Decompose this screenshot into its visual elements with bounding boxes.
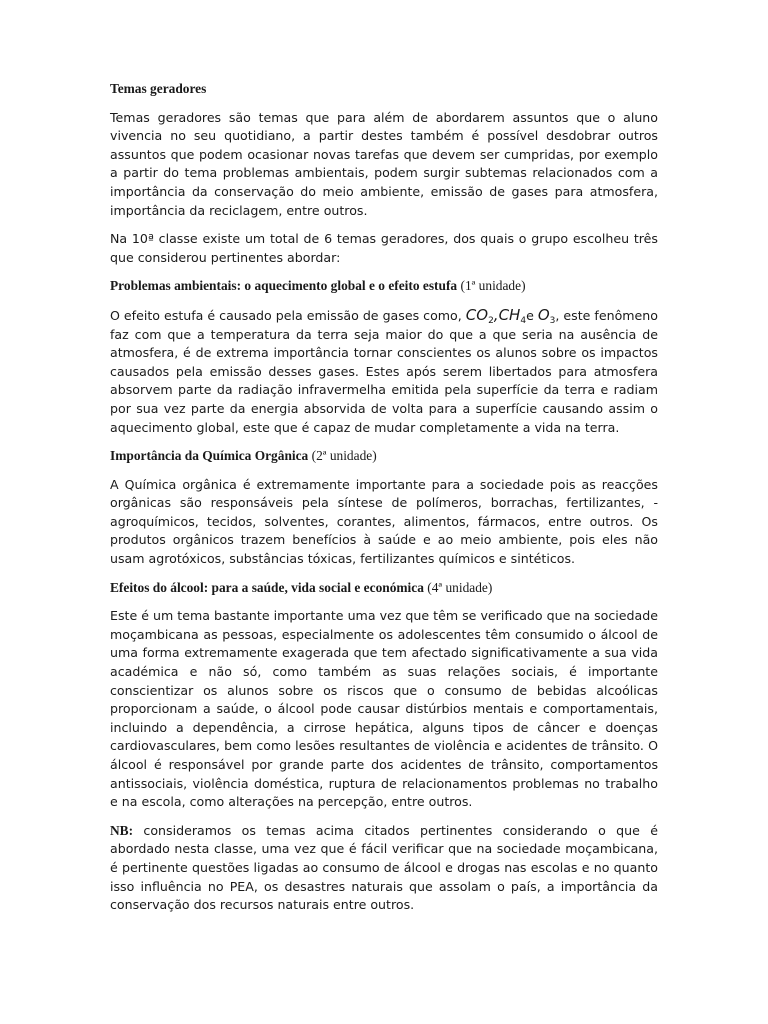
formula-ch: CH [498,305,521,324]
section3-paragraph: Este é um tema bastante importante uma vez que têm se verificado que na sociedade moçambicana as pessoas, especialmente os adolescentes têm consumido o álcool de uma forma extremamente exagerada que tem afectado significativamente a sua vida académica e não só, como também as suas relações sociais, é importante conscientizar os alunos sobre os riscos que o consumo de bebidas alcoólicas proporcionam a saúde, o álcool pode causar distúrbios mentais e comportamentais, incluindo a dependência, a cirrose hepática, alguns tipos de câncer e doenças cardiovasculares, bem como lesões resultantes de violência e acidentes de trânsito. O álcool é responsável por grande parte dos acidentes de trânsito, comportamentos antissociais, violência doméstica, ruptura de relacionamentos problemas no trabalho e na escola, como alterações na percepção, entre outros. [110,608,658,810]
section1-paragraph [110,306,658,437]
formula-o: O [537,305,550,324]
section2-paragraph: A Química orgânica é extremamente importante para a sociedade pois as reacções orgânicas são responsáveis pela síntese de polímeros, borrachas, fertilizantes, -agroquímicos, tecidos, solventes, corantes, alimentos, fármacos, entre outros. Os produtos orgânicos trazem benefícios à saúde e ao meio ambiente, pois eles não usam agrotóxicos, substâncias tóxicas, fertilizantes químicos e sintéticos. [110,476,658,567]
formula-sub-3: 3 [549,315,556,326]
formula-co2 [466,306,526,324]
formula-sub-2: 2 [488,315,494,326]
section3-heading-text: Efeitos do álcool: para a saúde, vida social e económica [110,579,424,595]
intro-paragraph: Temas geradores são temas que para além de abordarem assuntos que o aluno vivencia no seu quotidiano, a partir destes também é possível desdobrar outros assuntos que podem ocasionar novas tarefas que devem ser cumpridas, por exemplo a partir do tema problemas ambientais, podem surgir subtemas relacionados com a importância da conservação do meio ambiente, emissão de gases para atmosfera, importância da reciclagem, entre outros. [110,109,658,218]
nb-paragraph [110,822,658,915]
nb-label: NB: [110,822,134,838]
formula-co: CO [465,305,489,324]
document-body [110,80,658,925]
formula-comma: , [493,305,499,324]
section1-heading-text: Problemas ambientais: o aquecimento global e o efeito estufa [110,278,458,294]
section1-unit: (1ª unidade) [460,278,526,294]
nb-text: consideramos os temas acima citados pertinentes considerando o que é abordado nesta classe, uma vez que é fácil verificar que na sociedade moçambicana, é pertinente questões ligadas ao consumo de álcool e drogas nas escolas e no quanto isso influência no PEA, os desastres naturais que assolam o país, a importância da conservação dos recursos naturais entre outros. [110,822,658,913]
classe-paragraph: Na 10ª classe existe um total de 6 temas geradores, dos quais o grupo escolheu três que considerou pertinentes abordar: [110,231,658,265]
formula-conj: e [526,307,538,323]
section2-heading [110,447,658,466]
section2-heading-text: Importância da Química Orgânica [110,448,309,464]
section3-unit: (4ª unidade) [427,579,493,595]
formula-sub-4: 4 [520,315,527,326]
section1-text-before: O efeito estufa é causado pela emissão de gases como, [110,307,466,323]
section1-text-after: , este fenômeno faz com que a temperatura da terra seja maior do que a que seria na ausência de atmosfera, é de extrema importância tornar conscientes os alunos sobre os impactos causados pela emissão desses gases. Estes após serem libertados para atmosfera absorvem parte da radiação infravermelha emitida pela superfície da terra e radiam por sua vez parte da energia absorvida de volta para a superfície causando assim o aquecimento global, este que é capaz de mudar completamente a vida na terra. [110,307,658,435]
page-title: Temas geradores [110,81,207,96]
section2-unit: (2ª unidade) [311,448,377,464]
section3-heading [110,579,658,598]
formula-o3 [538,306,556,324]
section1-heading [110,277,658,296]
